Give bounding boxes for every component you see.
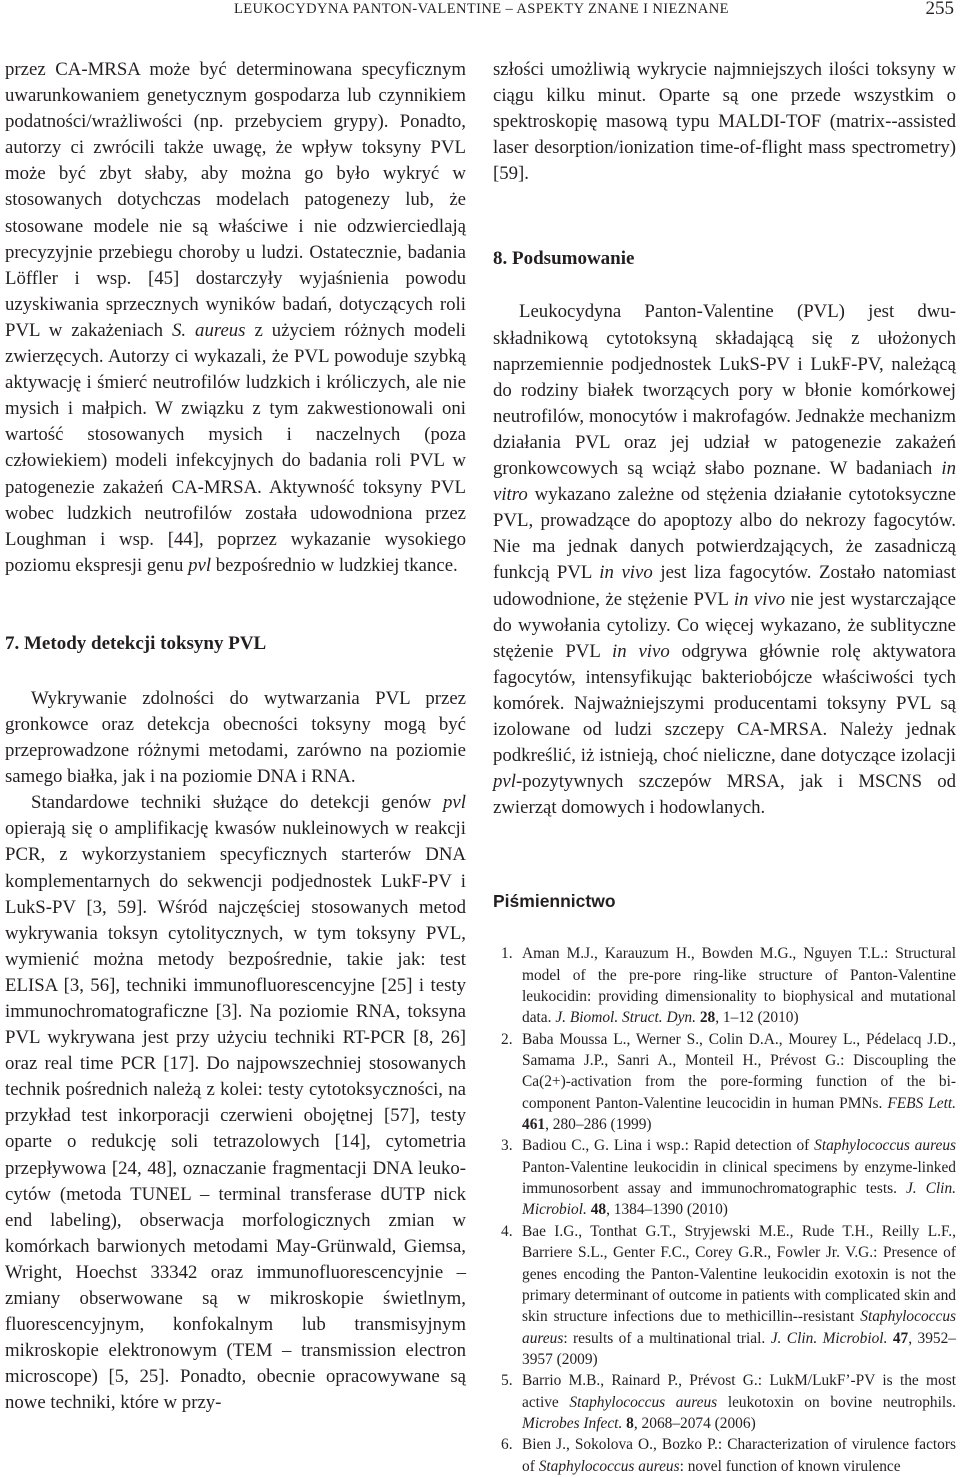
left-paragraph-1 [5, 57, 466, 579]
reference-item [493, 1370, 956, 1434]
text-run: odgrywa głównie rolę aktywatora fagocytów, intensyfikując bakteriobójcze właściwości tych komórek. Najważniejszymi producentami toksyny PVL są izolowane od ludzi szczepy CA-MRSA. Należy jednak podkreślić, iż istnieją, choć nieliczne, dane dotyczące izolacji [493, 640, 956, 767]
term-italic: in vivo [599, 562, 653, 584]
ref-text: : novel function of known virulence [679, 1457, 901, 1475]
running-title: LEUKOCYDYNA PANTON-VALENTINE – ASPEKTY ZNANE I NIEZNANE [234, 1, 729, 17]
volume: 8 [626, 1414, 634, 1432]
volume: 28 [699, 1009, 716, 1027]
volume: 48 [590, 1201, 607, 1219]
species-italic: Staphylococcus aureus [522, 1308, 956, 1347]
references-list [493, 943, 956, 1477]
reference-number: 6. [501, 1436, 513, 1454]
gene-italic: pvl [188, 554, 212, 576]
journal-name: FEBS Lett. [887, 1094, 956, 1112]
ref-text: leukotoxin on bovine neutrophils. [727, 1393, 956, 1411]
text-run: z użyciem różnych modeli zwierzęcych. Autorzy ci wykazali, że PVL powoduje szybką aktywację i śmierć neutrofilów ludzkich i króliczych, ale nie mysich i małpich. W związku z tym zakwestionowali oni wartość stosowanych mysich i naczelnych (poza człowiekiem) modeli infekcyjnych do badania roli PVL w patogenezie zakażeń CA-MRSA. Aktywność toksyny PVL wobec ludzkich neutrofilów została udowodniona przez Loughman i wsp. [44], poprzez wykazanie wysokiego poziomu ekspresji genu [5, 319, 466, 576]
reference-item [493, 1029, 956, 1136]
ref-text: Panton-Valentine leukocidin in clinical specimens by enzyme-linked immunosorbent assay and immunochromatographic tests. [522, 1158, 956, 1198]
reference-number: 3. [501, 1137, 513, 1155]
journal-name: J. Biomol. Struct. Dyn. [555, 1009, 696, 1027]
page-number: 255 [925, 0, 954, 19]
species-italic: S. aureus [172, 319, 246, 341]
ref-text: Baba Moussa L., Werner S., Colin D.A., Mourey L., Pédelacq J.D., Samama J.P., Sanri A., Monteil H., Prévost G.: Discoupling the Ca(2+)-activation from the pore-forming function of the bi-component Panton-Valentine leucocidin in human PMNs. [522, 1030, 956, 1112]
left-column [5, 57, 466, 1417]
text-run: opierają się o amplifikację kwasów nukleinowych w reakcji PCR, z wykorzystaniem specyficznych starterów DNA komplementarnych do sekwencji podjednostek LukF-PV i LukS-PV [3, 59]. Wśród najczęściej stosowanych metod wykrywania toksyn cytolitycznych, w tym toksyny PVL, wymienić można metody bezpośrednie, takie jak: test ELISA [3, 56], techniki immunofluorescencyjne [25] i testy immunochromatograficzne [3]. Na poziomie RNA, toksyna PVL wykrywana jest przy użyciu techniki RT-PCR [8, 26] oraz real time PCR [17]. Do najpowszechniej stosowanych technik pośrednich należą z kolei: testy cytotoksyczności, na przykład test inkorporacji czerwieni obojętnej [57], testy oparte o redukcję soli tetrazolowych [14], cytometria przepływowa [24, 48], oznaczanie fragmentacji DNA leukocytów (metoda TUNEL – terminal transferase dUTP nick end labeling), obserwacja morfologicznych zmian w komórkach barwionych metodami May-Grünwald, Giemsa, Wright, Hoechst 33342 oraz immunofluorescencyjnie – zmiany obserwowane są w mikroskopie świetlnym, fluorescencyjnym, konfokalnym lub transmisyjnym mikroskopie elektronowym (TEM – transmission electron microscope) [5, 25]. Ponadto, obecnie opracowywane są nowe techniki, które w przy- [5, 818, 466, 1414]
journal-name: J. Clin. Microbiol. [770, 1329, 888, 1347]
reference-number: 4. [501, 1222, 513, 1240]
text-run: Standardowe techniki służące do detekcji genów [31, 792, 432, 814]
term-italic: in vitro [493, 458, 956, 506]
reference-item [493, 943, 956, 1028]
ref-pages: , 280–286 (1999) [545, 1116, 652, 1134]
text-run: przez CA-MRSA może być determinowana specyficznym uwarunkowaniem genetycznym gospodarza lub czynnikiem podatności/wrażliwości (np. przebyciem grypy). Ponadto, autorzy ci zwrócili także uwagę, że wpływ toksyny PVL może być zbyt słaby, aby można go było wykryć w stosowanych dotychczas modelach patogenezy lub, że stosowane modele nie są właściwe i nie odzwierciedlają precyzyjnie przebiegu choroby u ludzi. Ostatecznie, badania Löffler i wsp. [45] dostarczyły wyjaśnienia powodu uzyskiwania sprzecznych wyników badań, dotyczących roli PVL w zakażeniach [5, 59, 466, 341]
right-paragraph-1: szłości umożliwią wykrycie najmniejszych ilości toksyny w ciągu kilku minut. Oparte są one przede wszystkim o spektroskopię masową typu MALDI-TOF (matrix--assisted laser desorption/ionization time-of-flight mass spectrometry) [59]. [493, 59, 956, 185]
ref-text: : results of a multinational trial. [563, 1329, 766, 1347]
ref-text: Aman M.J., Karauzum H., Bowden M.G., Nguyen T.L.: Structural model of the pre-pore ring-like structure of Panton-Valentine leukocidin: providing dimensionality to biophysical and mutational data. [522, 945, 956, 1027]
summary-paragraph [493, 299, 956, 821]
references-title: Piśmiennictwo [493, 891, 616, 912]
left-paragraph-3 [5, 790, 466, 1416]
left-paragraph-2: Wykrywanie zdolności do wytwarzania PVL przez gronkowce oraz detekcja obecności toksyny mogą być przeprowadzone różnymi metodami, zarówno na poziomie samego białka, jak i na poziomie DNA i RNA. [5, 687, 466, 788]
gene-italic: pvl [493, 771, 516, 793]
section-8-title: 8. Podsumowanie [493, 248, 635, 270]
ref-pages: , 3952–3957 (2009) [522, 1329, 956, 1368]
reference-item [493, 1135, 956, 1220]
text-run: bezpośrednio w ludzkiej tkance. [215, 554, 458, 576]
reference-number: 5. [501, 1372, 513, 1390]
volume: 461 [522, 1116, 546, 1134]
term-italic: in vivo [611, 640, 670, 662]
term-italic: in vivo [733, 588, 786, 610]
journal-name: Microbes Infect. [522, 1414, 623, 1432]
reference-item [493, 1434, 956, 1477]
ref-pages: , 1–12 (2010) [715, 1009, 799, 1027]
ref-text: Badiou C., G. Lina i wsp.: Rapid detection of [522, 1137, 810, 1155]
ref-text: Bae I.G., Tonthat G.T., Stryjewski M.E., Rude T.H., Reilly L.F., Barriere S.L., Genter F.C., Corey G.R., Fowler Jr. V.G.: Presence of genes encoding the Panton-Valentine leukocidin exotoxin is not the primary determinant of outcome in patients with complicated skin and skin structure infections due to methicillin--resistant [522, 1222, 956, 1326]
running-header [0, 0, 960, 28]
reference-item [493, 1221, 956, 1370]
ref-text: Barrio M.B., Rainard P., Prévost G.: LukM/LukF’-PV is the most active [522, 1372, 956, 1411]
reference-number: 1. [501, 945, 513, 963]
species-italic: Staphylococcus aureus [569, 1393, 718, 1411]
right-column [493, 57, 956, 1477]
journal-name: J. Clin. Microbiol. [522, 1180, 956, 1219]
text-run: -pozytywnych szczepów MRSA, jak i MSCNS od zwierząt domowych i hodowlanych. [493, 771, 956, 819]
gene-italic: pvl [443, 792, 466, 814]
text-run: jest liza fagocytów. Zostało natomiast udowodnione, że stężenie PVL [493, 562, 956, 610]
ref-pages: , 1384–1390 (2010) [606, 1201, 728, 1219]
ref-pages: , 2068–2074 (2006) [633, 1414, 756, 1432]
species-italic: Staphylococcus aureus [538, 1457, 680, 1475]
section-7-title: 7. Metody detekcji toksyny PVL [5, 632, 267, 654]
text-run: wykazano zależne od stężenia działanie cytotoksyczne PVL, prowadzące do apoptozy albo do nekrozy fagocytów. Nie ma jednak danych potwierdzających, że zasadniczą funkcją PVL [493, 484, 956, 584]
text-run: nie jest wystarczające do wywołania cytolizy. Co więcej wykazano, że sublityczne stężenie PVL [493, 588, 956, 662]
ref-text: Bien J., Sokolova O., Bozko P.: Characterization of virulence factors of [522, 1436, 956, 1475]
volume: 47 [892, 1329, 909, 1347]
text-run: Leukocydyna Panton-Valentine (PVL) jest dwuskładnikową cytotoksyną składającą się z ułożonych naprzemiennie podjednostek LukS-PV i LukF-PV, należącą do rodziny białek tworzących pory w błonie komórkowej neutrofilów, monocytów i makrofagów. Jednakże mechanizm działania PVL oraz jej udział w patogenezie zakażeń gronkowcowych są wciąż słabo poznane. W badaniach [493, 301, 956, 480]
species-italic: Staphylococcus aureus [814, 1137, 956, 1155]
reference-number: 2. [501, 1030, 513, 1048]
